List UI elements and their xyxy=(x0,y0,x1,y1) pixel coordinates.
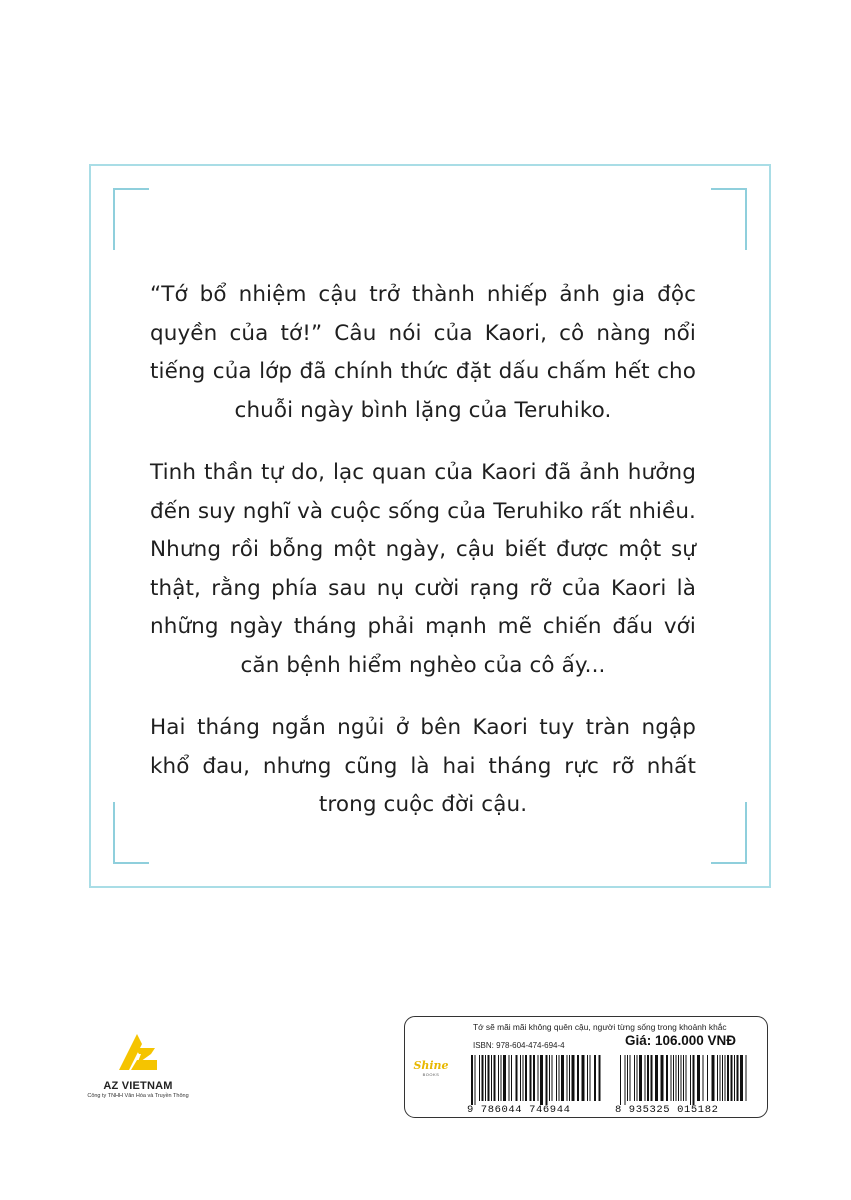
barcode-bar xyxy=(546,1055,548,1105)
barcode-bar xyxy=(552,1055,553,1101)
barcode-bar xyxy=(673,1055,674,1101)
barcode-bar xyxy=(509,1055,510,1101)
barcode-bar xyxy=(556,1055,557,1101)
barcode-bar xyxy=(533,1055,535,1101)
barcode-bar xyxy=(523,1055,524,1101)
barcode-bar xyxy=(503,1055,506,1101)
barcode-bar xyxy=(651,1055,653,1101)
barcode-bar xyxy=(587,1055,588,1101)
barcode-bar xyxy=(488,1055,490,1101)
barcode-bar xyxy=(471,1055,473,1105)
publisher-logo xyxy=(78,1030,198,1099)
blurb-paragraph-1: “Tớ bổ nhiệm cậu trở thành nhiếp ảnh gia độc quyền của tớ!” Câu nói của Kaori, cô nàng nổi tiếng của lớp đã chính thức đặt dấu chấm hết cho chuỗi ngày bình lặng của Teruhiko. xyxy=(150,282,696,423)
isbn-text: ISBN: 978-604-474-694-4 xyxy=(473,1041,565,1050)
shine-books-logo xyxy=(413,1059,449,1077)
blurb-paragraph-3: Hai tháng ngắn ngủi ở bên Kaori tuy tràn ngập khổ đau, nhưng cũng là hai tháng rực rỡ nhất trong cuộc đời cậu. xyxy=(150,715,696,817)
barcode-bar xyxy=(549,1055,550,1101)
barcode-bar xyxy=(511,1055,512,1101)
barcode-bar xyxy=(630,1055,631,1101)
shine-logo-word: Shine xyxy=(413,1059,449,1072)
barcode-bar xyxy=(746,1055,747,1101)
isbn-barcode xyxy=(469,1055,605,1105)
barcode-bar xyxy=(475,1055,476,1105)
barcode-bar xyxy=(599,1055,601,1101)
barcode-bar xyxy=(678,1055,679,1101)
barcode-bar xyxy=(625,1055,626,1105)
barcode-bar xyxy=(717,1055,718,1101)
barcode-bar xyxy=(498,1055,499,1101)
frame-corner-bottom-right xyxy=(711,802,747,864)
barcode-bar xyxy=(577,1055,579,1101)
publisher-name: AZ VIETNAM xyxy=(103,1080,173,1092)
barcode-bar xyxy=(690,1055,691,1105)
barcode-bar xyxy=(655,1055,658,1101)
barcode-bar xyxy=(697,1055,700,1101)
price-text: Giá: 106.000 VNĐ xyxy=(625,1033,737,1048)
price-barcode xyxy=(618,1055,754,1105)
back-cover-blurb xyxy=(150,276,696,825)
barcode-bar xyxy=(479,1055,480,1101)
barcode-bar xyxy=(683,1055,684,1101)
barcode-bar xyxy=(637,1055,638,1101)
frame-corner-top-right xyxy=(711,188,747,250)
book-title-line: Tớ sẽ mãi mãi không quên cậu, người từng sống trong khoảnh khắc xyxy=(473,1022,727,1032)
barcode-bar xyxy=(731,1055,733,1101)
barcode-bar xyxy=(485,1055,486,1101)
barcode-bar xyxy=(590,1055,591,1101)
barcode-bar xyxy=(627,1055,628,1101)
barcode-bar xyxy=(594,1055,596,1101)
isbn-barcode-digits: 9 786044 746944 xyxy=(467,1104,571,1116)
barcode-panel xyxy=(404,1016,768,1118)
barcode-bar xyxy=(559,1055,560,1101)
publisher-subtitle: Công ty TNHH Văn Hóa và Truyền Thông xyxy=(87,1093,189,1099)
barcode-bar xyxy=(740,1055,743,1101)
barcode-bar xyxy=(681,1055,682,1101)
barcode-bar xyxy=(491,1055,492,1101)
barcode-bar xyxy=(639,1055,642,1101)
blurb-paragraph-2: Tinh thần tự do, lạc quan của Kaori đã ảnh hưởng đến suy nghĩ và cuộc sống của Teruhiko rất nhiều. Nhưng rồi bỗng một ngày, cậu biết được một sự thật, rằng phía sau nụ cười rạng rỡ của Kaori là những ngày tháng phải mạnh mẽ chiến đấu với căn bệnh hiểm nghèo của cô ấy... xyxy=(150,460,696,678)
barcode-bar xyxy=(686,1055,687,1101)
az-vietnam-logo-icon xyxy=(115,1030,161,1074)
barcode-bar xyxy=(725,1055,726,1101)
barcode-bar xyxy=(647,1055,649,1101)
barcode-bar xyxy=(572,1055,575,1101)
barcode-bar xyxy=(734,1055,735,1101)
barcode-bar xyxy=(582,1055,585,1101)
barcode-bar xyxy=(693,1055,695,1105)
barcode-bar xyxy=(661,1055,664,1101)
barcode-bar xyxy=(645,1055,646,1101)
barcode-bar xyxy=(620,1055,621,1105)
price-barcode-digits: 8 935325 015182 xyxy=(615,1104,719,1116)
barcode-bar xyxy=(561,1055,564,1101)
barcode-bar xyxy=(516,1055,518,1101)
shine-logo-sub: BOOKS xyxy=(422,1072,440,1077)
barcode-bar xyxy=(634,1055,635,1101)
barcode-bar xyxy=(727,1055,729,1101)
barcode-bar xyxy=(525,1055,527,1101)
barcode-bar xyxy=(569,1055,570,1101)
barcode-bar xyxy=(712,1055,715,1101)
barcode-bar xyxy=(501,1055,502,1101)
barcode-bar xyxy=(703,1055,704,1101)
barcode-bar xyxy=(737,1055,739,1101)
barcode-bar xyxy=(494,1055,496,1101)
barcode-bar xyxy=(722,1055,723,1101)
barcode-bar xyxy=(530,1055,532,1101)
barcode-bar xyxy=(671,1055,672,1101)
barcode-bar xyxy=(520,1055,521,1101)
barcode-bar xyxy=(538,1055,539,1101)
frame-corner-bottom-left xyxy=(113,802,149,864)
barcode-bar xyxy=(567,1055,568,1101)
barcode-bar xyxy=(482,1055,484,1101)
barcode-bar xyxy=(707,1055,708,1101)
frame-corner-top-left xyxy=(113,188,149,250)
barcode-bar xyxy=(676,1055,677,1101)
barcode-bar xyxy=(666,1055,668,1101)
barcode-bar xyxy=(540,1055,543,1105)
barcode-bar xyxy=(720,1055,721,1101)
